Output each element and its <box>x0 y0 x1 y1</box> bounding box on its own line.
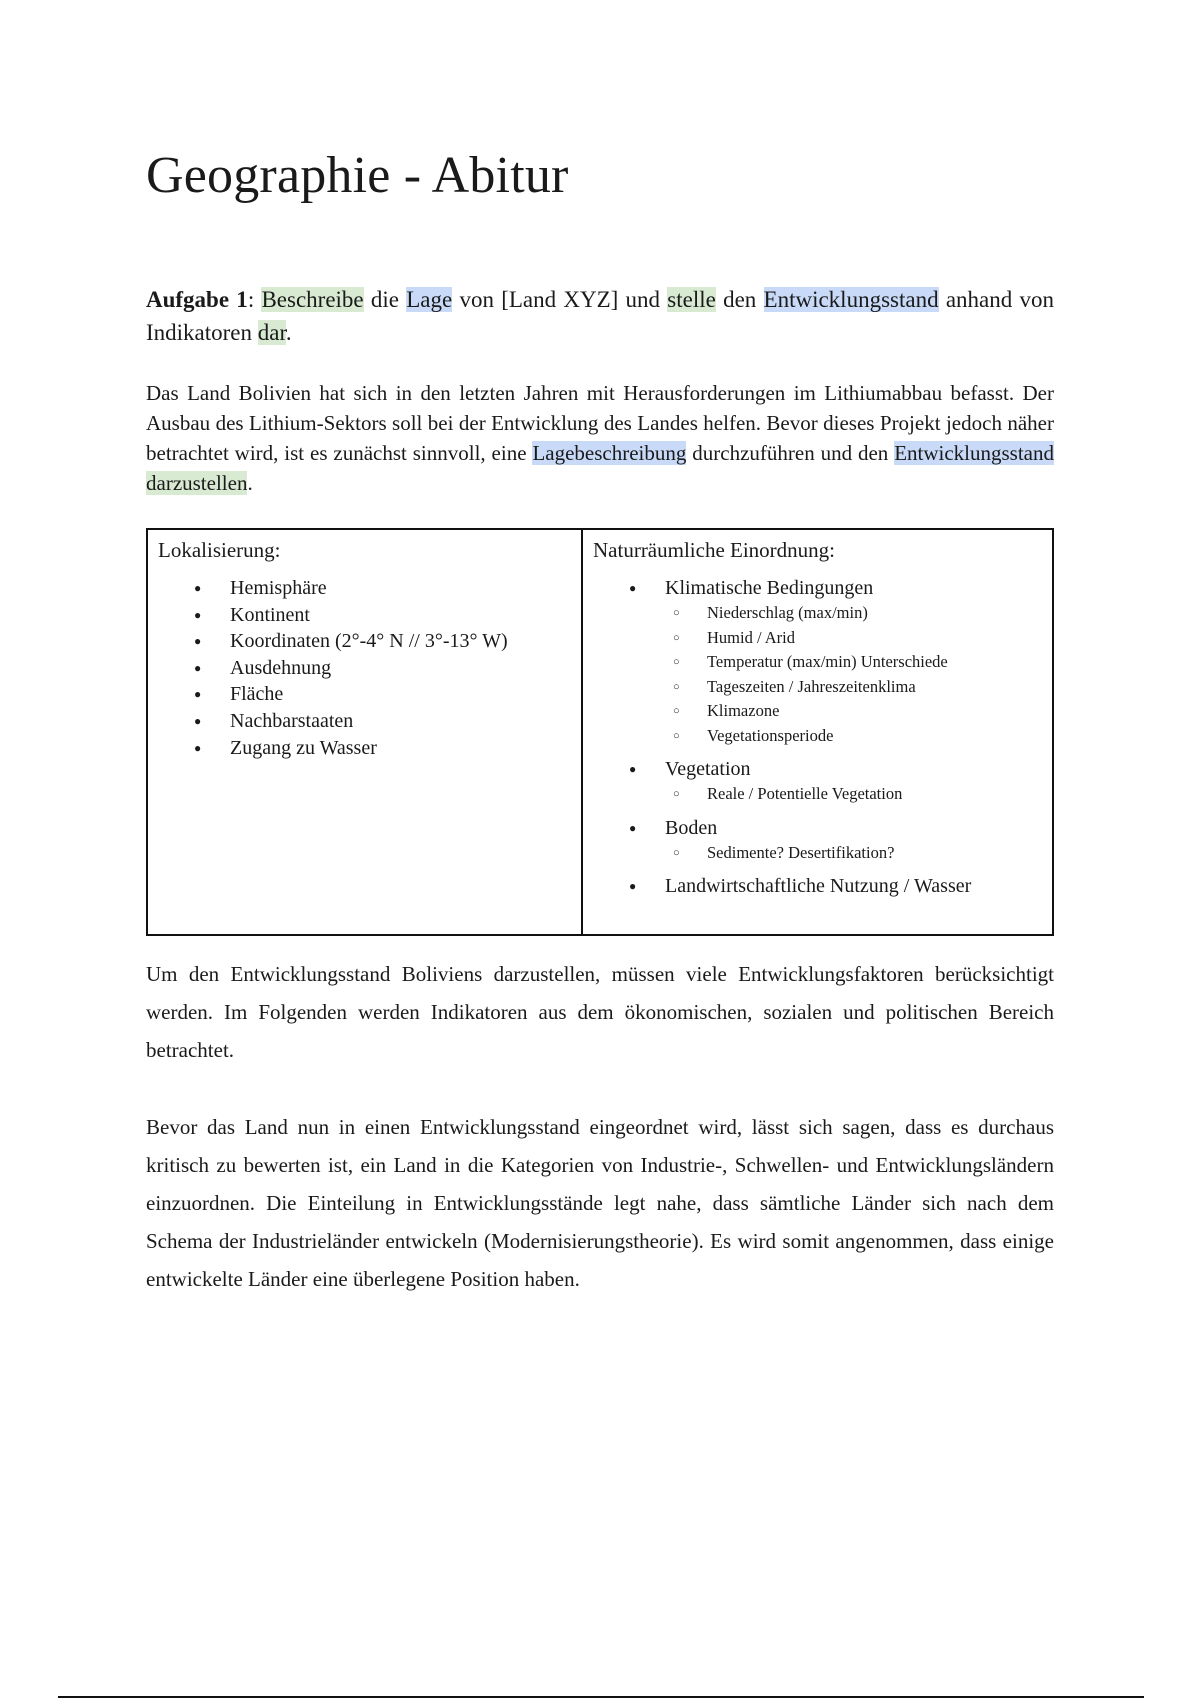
list-item <box>593 756 1042 807</box>
list-item <box>593 575 1042 748</box>
localization-list <box>158 575 571 761</box>
sub-list-item: ○ Niederschlag (max/min) <box>665 601 1042 626</box>
page-title: Geographie - Abitur <box>146 147 569 204</box>
list-item <box>593 815 1042 866</box>
highlight-topic: Entwicklungsstand <box>894 441 1055 465</box>
intro-paragraph: Das Land Bolivien hat sich in den letzten Jahren mit Herausforderungen im Lithiumabbau befasst. Der Ausbau des Lithium-Sektors soll bei der Entwicklung des Landes helfen. Bevor dieses Projekt jedoch näher betrachtet wird, ist es zunächst sinnvoll, eine Lagebeschreibung durchzuführen und den Entwicklungsstand darzustellen. <box>146 381 1055 495</box>
list-item: ● Nachbarstaaten <box>158 708 571 735</box>
list-item: ● Hemisphäre <box>158 575 571 602</box>
sub-list-item: ○ Vegetationsperiode <box>665 724 1042 749</box>
body-paragraph: Um den Entwicklungsstand Boliviens darzustellen, müssen viele Entwicklungsfaktoren berücksichtigt werden. Im Folgenden werden Indikatoren aus dem ökonomischen, sozialen und politischen Bereich betrachtet. <box>146 962 1054 1062</box>
overview-table <box>146 528 1054 936</box>
highlight-operator: stelle <box>667 287 716 312</box>
localization-column <box>148 530 583 934</box>
task-label: Aufgabe 1 <box>146 287 248 312</box>
highlight-topic: Lagebeschreibung <box>532 441 687 465</box>
list-item: ● Ausdehnung <box>158 655 571 682</box>
sub-list <box>665 601 1042 748</box>
highlight-operator: dar <box>257 320 286 345</box>
list-item: ● Zugang zu Wasser <box>158 735 571 762</box>
list-item: ● Kontinent <box>158 602 571 629</box>
sub-list-item: ○ Tageszeiten / Jahreszeitenklima <box>665 675 1042 700</box>
sub-list-item: ○ Klimazone <box>665 699 1042 724</box>
natural-classification-column <box>583 530 1052 934</box>
highlight-topic: Lage <box>406 287 453 312</box>
sub-list-item: ○ Sedimente? Desertifikation? <box>665 841 1042 866</box>
body-paragraph: Bevor das Land nun in einen Entwicklungsstand eingeordnet wird, lässt sich sagen, dass es durchaus kritisch zu bewerten ist, ein Land in die Kategorien von Industrie-, Schwellen- und Entwicklungsländern einzuordnen. Die Einteilung in Entwicklungsstände legt nahe, dass sämtliche Länder sich nach dem Schema der Industrieländer entwickeln (Modernisierungstheorie). Es wird somit angenommen, dass einige entwickelte Länder eine überlegene Position haben. <box>146 1115 1054 1291</box>
highlight-operator: Beschreibe <box>261 287 364 312</box>
natural-classification-title: Naturräumliche Einordnung: <box>593 538 836 562</box>
group-label: Boden <box>665 816 718 839</box>
highlight-operator: darzustellen <box>146 471 248 495</box>
sub-list-item: ○ Temperatur (max/min) Unterschiede <box>665 650 1042 675</box>
group-label: Vegetation <box>665 758 751 780</box>
list-item <box>593 873 1042 899</box>
task-statement: Aufgabe 1: Beschreibe die Lage von [Land XYZ] und stelle den Entwicklungsstand anhand von Indikatoren dar. <box>146 287 1054 345</box>
list-item: ● Koordinaten (2°-4° N // 3°-13° W) <box>158 628 571 655</box>
sub-list-item: ○ Humid / Arid <box>665 626 1042 651</box>
sub-list <box>665 841 1042 866</box>
natural-classification-list <box>593 575 1042 899</box>
group-label: Landwirtschaftliche Nutzung / Wasser <box>665 875 972 897</box>
list-item: ● Fläche <box>158 681 571 708</box>
sub-list-item: ○ Reale / Potentielle Vegetation <box>665 782 1042 807</box>
localization-title: Lokalisierung: <box>158 538 281 562</box>
group-label: Klimatische Bedingungen <box>665 577 874 599</box>
highlight-topic: Entwicklungsstand <box>763 287 939 312</box>
page-divider <box>58 1696 1144 1698</box>
sub-list <box>665 782 1042 807</box>
